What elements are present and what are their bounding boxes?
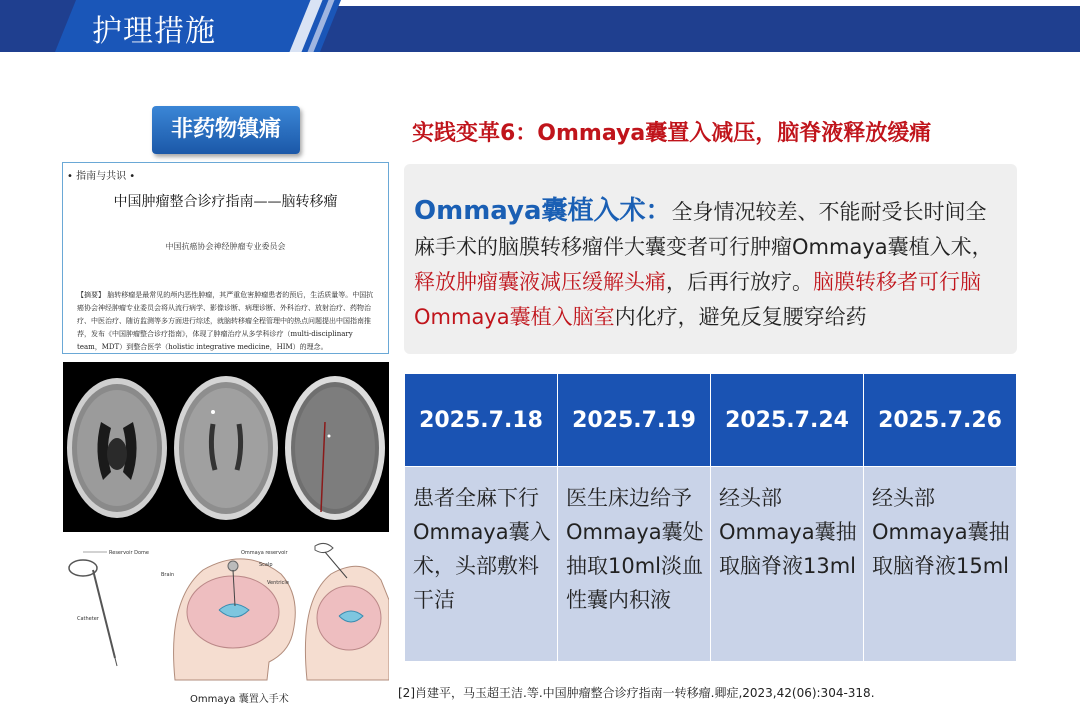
document-title: 中国肿瘤整合诊疗指南——脑转移瘤 xyxy=(113,194,338,210)
treatment-timeline-table xyxy=(404,373,1017,662)
info-text-1: 全身情况较差、不能耐受长时间全麻手术的脑膜转移瘤伴大囊变者可行肿瘤Ommaya囊植入术， xyxy=(414,200,993,259)
procedure-name: Ommaya囊植入术： xyxy=(414,196,672,226)
section-label: 非药物镇痛 xyxy=(152,106,300,154)
timeline-date: 2025.7.19 xyxy=(558,374,711,467)
catheter-label: Catheter xyxy=(77,616,99,622)
document-tag: • 指南与共识 • xyxy=(67,171,136,182)
timeline-date: 2025.7.24 xyxy=(711,374,864,467)
info-text-2: ，后再行放疗。 xyxy=(666,270,813,294)
procedure-info-box xyxy=(404,164,1017,354)
timeline-event: 经头部Ommaya囊抽取脑脊液15ml xyxy=(864,467,1017,662)
procedure-description xyxy=(414,194,1005,335)
info-highlight-2: 脑膜转移者可行脑Ommaya囊植入脑室 xyxy=(414,270,981,329)
timeline-date: 2025.7.26 xyxy=(864,374,1017,467)
timeline-event: 经头部Ommaya囊抽取脑脊液13ml xyxy=(711,467,864,662)
scalp-label: Scalp xyxy=(259,562,273,568)
reference-citation: [2]肖建平，马玉超王洁.等.中国肿瘤整合诊疗指南一转移瘤.卿症,2023,42(06):304-318. xyxy=(398,686,875,700)
practice-headline: 实践变革6：Ommaya囊置入减压，脑脊液释放缓痛 xyxy=(412,121,932,146)
document-abstract: 【摘要】 脑转移瘤是最常见的颅内恶性肿瘤，其严重危害肿瘤患者的预后，生活质量等。中国抗癌协会神经肿瘤专业委员会将从流行病学、影像诊断、病理诊断、外科治疗、放射治疗、药物治疗、中医治疗、随访监测等多方面进行综述，就脑转移瘤全程管理中的热点问题提出中国指南推荐，发布《中国肿瘤整合诊疗指南》，体现了肿瘤治疗从多学科诊疗（multi-disciplinary team，MDT）到整合医学（holistic integrative medicine，HIM）的理念。 xyxy=(77,291,374,351)
header-highlight xyxy=(330,0,1080,6)
document-organization: 中国抗癌协会神经肿瘤专业委员会 xyxy=(165,242,286,251)
info-text-3: 内化疗，避免反复腰穿给药 xyxy=(614,305,867,329)
timeline-event: 医生床边给予Ommaya囊处抽取10ml淡血性囊内积液 xyxy=(558,467,711,662)
ventricle-label: Ventricle xyxy=(267,580,289,586)
diagram-caption: Ommaya 囊置入手术 xyxy=(190,694,289,705)
timeline-date: 2025.7.18 xyxy=(405,374,558,467)
timeline-event: 患者全麻下行Ommaya囊入术，头部敷料干洁 xyxy=(405,467,558,662)
ommaya-reservoir-label: Ommaya reservoir xyxy=(241,550,288,556)
brain-label: Brain xyxy=(161,572,175,578)
ommaya-illustration xyxy=(63,540,389,688)
reservoir-dome-label: Reservoir Dome xyxy=(109,550,149,556)
guideline-document-thumbnail xyxy=(62,162,389,354)
ct-scan-images xyxy=(63,362,389,532)
ct-scans xyxy=(63,362,389,532)
ct-scan-3 xyxy=(285,376,385,520)
ct-scan-2 xyxy=(174,376,278,520)
ommaya-diagram xyxy=(63,540,389,688)
info-highlight-1: 释放肿瘤囊液减压缓解头痛 xyxy=(414,270,666,294)
page-title: 护理措施 xyxy=(92,14,216,49)
ct-scan-1 xyxy=(67,378,167,518)
